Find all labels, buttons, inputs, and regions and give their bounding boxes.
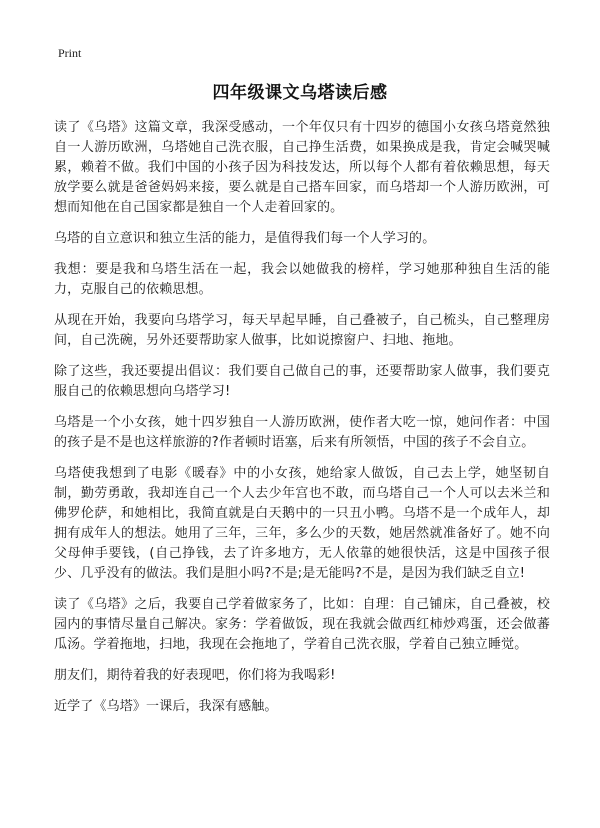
paragraph: 近学了《乌塔》一课后，我深有感触。 xyxy=(54,699,278,714)
paragraph: 读了《乌塔》之后，我要自己学着做家务了，比如：自理：自己铺床，自己叠被，校园内的事情尽量自己解决。家务：学着做饭，现在我就会做西红柿炒鸡蛋，还会做蕃瓜汤。学着拖地，扫地，我现在会拖地了，学着自己洗衣服，学着自己独立睡觉。 xyxy=(54,597,550,652)
article-body xyxy=(54,118,550,728)
paragraph: 乌塔是一个小女孩，她十四岁独自一人游历欧洲，使作者大吃一惊，她问作者：中国的孩子是不是也这样旅游的?作者顿时语塞，后来有所领悟，中国的孩子不会自立。 xyxy=(54,415,550,450)
paragraph: 朋友们，期待着我的好表现吧，你们将为我喝彩! xyxy=(54,668,336,683)
document-title: 四年级课文乌塔读后感 xyxy=(212,83,388,103)
print-link[interactable]: Print xyxy=(58,46,82,60)
paragraph: 读了《乌塔》这篇文章，我深受感动，一个年仅只有十四岁的德国小女孩乌塔竟然独自一人游历欧洲，乌塔她自己洗衣服，自己挣生活费，如果换成是我，肯定会喊哭喊累，赖着不做。我们中国的小孩子因为科技发达，所以每个人都有着依赖思想，每天放学要么就是爸爸妈妈来接，要么就是自己搭车回家，而乌塔却一个人游历欧洲，可想而知他在自己国家都是独自一个人走着回家的。 xyxy=(54,120,550,215)
paragraph: 乌塔的自立意识和独立生活的能力，是值得我们每一个人学习的。 xyxy=(54,231,436,246)
paragraph: 我想：要是我和乌塔生活在一起，我会以她做我的榜样，学习她那种独自生活的能力，克服自己的依赖思想。 xyxy=(54,262,550,297)
paragraph: 从现在开始，我要向乌塔学习，每天早起早睡，自己叠被子，自己梳头，自己整理房间，自己洗碗，另外还要帮助家人做事，比如说擦窗户、扫地、拖地。 xyxy=(54,313,550,348)
paragraph: 乌塔使我想到了电影《暖春》中的小女孩，她给家人做饭，自己去上学，她坚韧自制，勤劳勇敢，我却连自己一个人去少年宫也不敢，而乌塔自己一个人可以去米兰和佛罗伦萨，和她相比，我简直就是白天鹅中的一只丑小鸭。乌塔不是一个成年人，却拥有成年人的想法。她用了三年，三年，多么少的天数，她居然就准备好了。她不向父母伸手要钱，(自己挣钱，去了许多地方，无人依靠的她很快活，这是中国孩子很少、几乎没有的做法。我们是胆小吗?不是;是无能吗?不是，是因为我们缺乏自立! xyxy=(54,466,550,581)
paragraph: 除了这些，我还要提出倡议：我们要自己做自己的事，还要帮助家人做事，我们要克服自己的依赖思想向乌塔学习! xyxy=(54,364,550,399)
